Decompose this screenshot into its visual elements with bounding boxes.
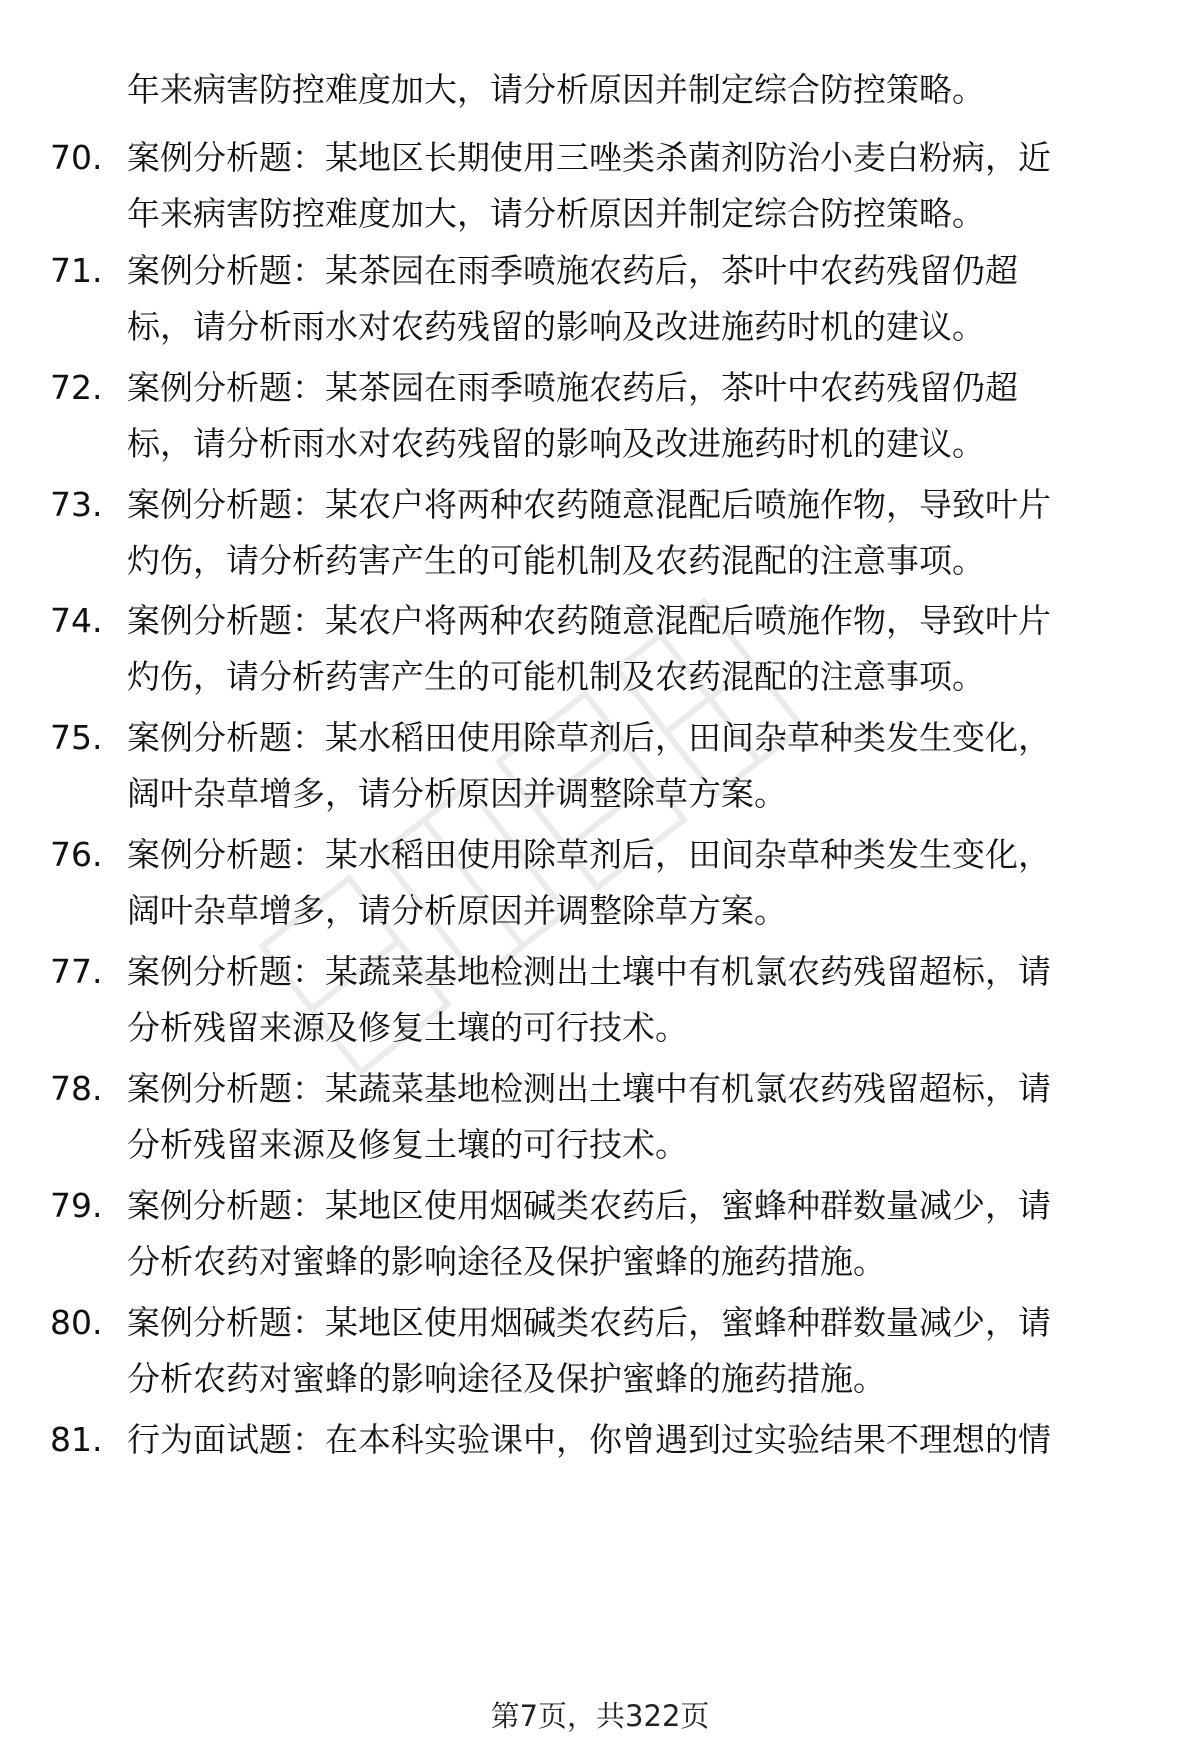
question-text-line: 案例分析题：某农户将两种农药随意混配后喷施作物，导致叶片: [127, 601, 1051, 640]
question-text-line: 分析残留来源及修复土壤的可行技术。: [127, 1008, 688, 1047]
question-number: 77.: [50, 952, 103, 991]
question-number: 76.: [50, 835, 103, 874]
question-number: 74.: [50, 601, 103, 640]
question-item-70: [50, 130, 1160, 242]
question-text-line: 灼伤，请分析药害产生的可能机制及农药混配的注意事项。: [127, 541, 985, 580]
question-text-line: 案例分析题：某茶园在雨季喷施农药后，茶叶中农药残留仍超: [127, 251, 1018, 290]
question-item-71: [50, 243, 1160, 355]
question-number: 81.: [50, 1420, 103, 1459]
question-text-line: 行为面试题：在本科实验课中，你曾遇到过实验结果不理想的情: [127, 1420, 1051, 1459]
question-item-80: [50, 1295, 1160, 1407]
question-text-line: 标，请分析雨水对农药残留的影响及改进施药时机的建议。: [127, 424, 985, 463]
question-text-line: 案例分析题：某地区使用烟碱类农药后，蜜蜂种群数量减少，请: [127, 1303, 1051, 1342]
question-number: 79.: [50, 1186, 103, 1225]
question-number: 71.: [50, 251, 103, 290]
question-item-78: [50, 1061, 1160, 1173]
question-number: 78.: [50, 1069, 103, 1108]
question-text-line: 案例分析题：某地区长期使用三唑类杀菌剂防治小麦白粉病，近: [127, 138, 1051, 177]
question-item-74: [50, 593, 1160, 705]
question-number: 80.: [50, 1303, 103, 1342]
question-text-line: 阔叶杂草增多，请分析原因并调整除草方案。: [127, 891, 787, 930]
question-text-line: 案例分析题：某地区使用烟碱类农药后，蜜蜂种群数量减少，请: [127, 1186, 1051, 1225]
question-number: 70.: [50, 138, 103, 177]
question-number: 75.: [50, 718, 103, 757]
question-text-line: 案例分析题：某水稻田使用除草剂后，田间杂草种类发生变化，: [127, 718, 1051, 757]
page-footer: 第7页，共322页: [490, 1699, 710, 1733]
question-text-line: 案例分析题：某农户将两种农药随意混配后喷施作物，导致叶片: [127, 485, 1051, 524]
question-number: 73.: [50, 485, 103, 524]
question-item-73: [50, 477, 1160, 589]
question-item-72: [50, 360, 1160, 472]
question-text-line: 案例分析题：某水稻田使用除草剂后，田间杂草种类发生变化，: [127, 835, 1051, 874]
question-number: 72.: [50, 368, 103, 407]
question-text-line: 年来病害防控难度加大，请分析原因并制定综合防控策略。: [127, 194, 985, 233]
question-text-line: 分析农药对蜜蜂的影响途径及保护蜜蜂的施药措施。: [127, 1242, 886, 1281]
question-item-81: [50, 1412, 1160, 1468]
question-item-77: [50, 944, 1160, 1056]
question-text-line: 分析农药对蜜蜂的影响途径及保护蜜蜂的施药措施。: [127, 1359, 886, 1398]
question-item-76: [50, 827, 1160, 939]
question-text-line: 案例分析题：某茶园在雨季喷施农药后，茶叶中农药残留仍超: [127, 368, 1018, 407]
question-text-line: 标，请分析雨水对农药残留的影响及改进施药时机的建议。: [127, 307, 985, 346]
question-text-line: 灼伤，请分析药害产生的可能机制及农药混配的注意事项。: [127, 657, 985, 696]
question-text-line: 分析残留来源及修复土壤的可行技术。: [127, 1125, 688, 1164]
question-text-line: 阔叶杂草增多，请分析原因并调整除草方案。: [127, 774, 787, 813]
continuation-line: 年来病害防控难度加大，请分析原因并制定综合防控策略。: [127, 70, 985, 109]
question-text-line: 案例分析题：某蔬菜基地检测出土壤中有机氯农药残留超标，请: [127, 952, 1051, 991]
question-text-line: 案例分析题：某蔬菜基地检测出土壤中有机氯农药残留超标，请: [127, 1069, 1051, 1108]
question-item-79: [50, 1178, 1160, 1290]
question-item-75: [50, 710, 1160, 822]
